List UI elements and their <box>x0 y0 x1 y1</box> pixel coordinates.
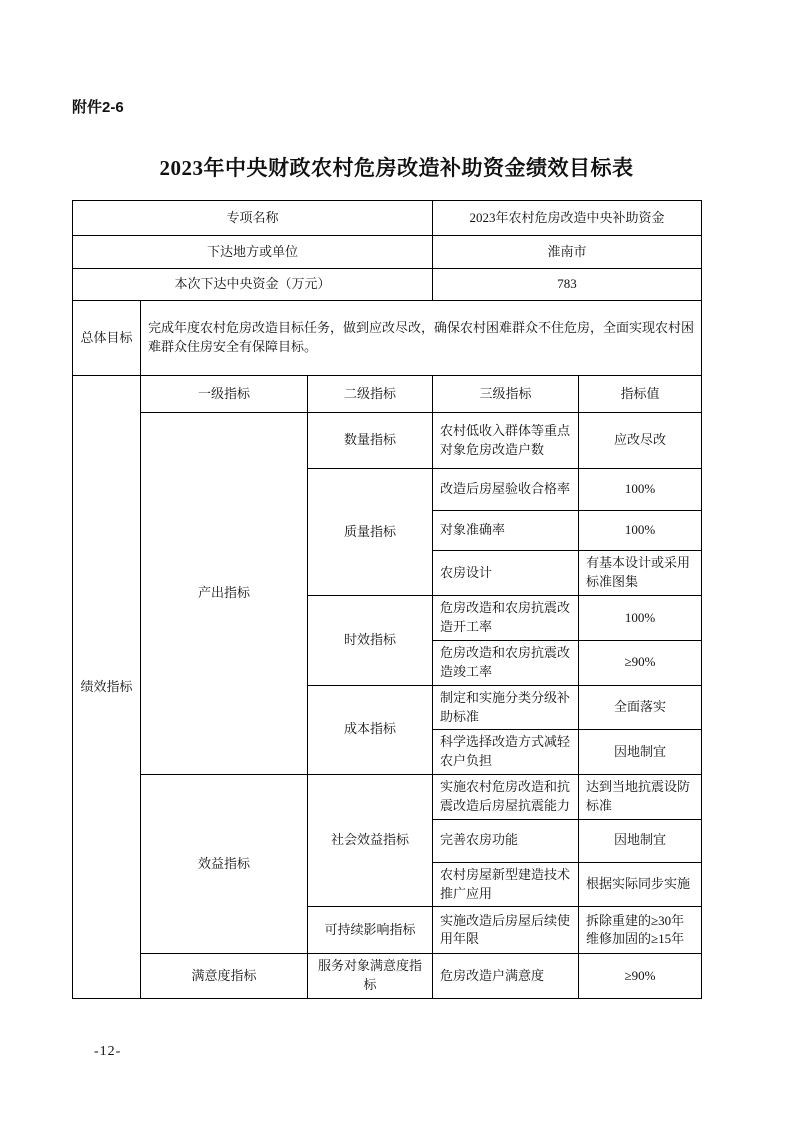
field-label: 下达地方或单位 <box>73 236 433 269</box>
field-value: 淮南市 <box>433 236 702 269</box>
table-row <box>73 301 702 376</box>
table-container <box>72 200 701 999</box>
field-value: 2023年农村危房改造中央补助资金 <box>433 201 702 236</box>
level2-indicator-cell: 时效指标 <box>308 596 433 686</box>
column-header-value: 指标值 <box>579 376 702 413</box>
column-header-level1: 一级指标 <box>141 376 308 413</box>
indicator-value-cell: ≥90% <box>579 641 702 686</box>
table-row <box>73 236 702 269</box>
level3-indicator-cell: 对象准确率 <box>433 511 579 551</box>
indicator-value-cell: 因地制宜 <box>579 819 702 862</box>
indicator-value-cell: 100% <box>579 469 702 511</box>
attachment-label: 附件2-6 <box>72 99 124 116</box>
field-label: 专项名称 <box>73 201 433 236</box>
page-number: -12- <box>94 1044 122 1059</box>
overall-goal-text: 完成年度农村危房改造目标任务，做到应改尽改，确保农村困难群众不住危房，全面实现农村困难群众住房安全有保障目标。 <box>141 301 702 376</box>
level1-indicator-cell: 满意度指标 <box>141 954 308 999</box>
level3-indicator-cell: 农村房屋新型建造技术推广应用 <box>433 862 579 907</box>
level1-indicator-cell: 产出指标 <box>141 413 308 775</box>
level2-indicator-cell: 服务对象满意度指标 <box>308 954 433 999</box>
indicator-value-cell: 100% <box>579 511 702 551</box>
level3-indicator-cell: 农房设计 <box>433 551 579 596</box>
table-row <box>73 201 702 236</box>
page-title: 2023年中央财政农村危房改造补助资金绩效目标表 <box>159 156 634 180</box>
level3-indicator-cell: 完善农房功能 <box>433 819 579 862</box>
level3-indicator-cell: 危房改造户满意度 <box>433 954 579 999</box>
level3-indicator-cell: 制定和实施分类分级补助标准 <box>433 685 579 730</box>
field-value: 783 <box>433 269 702 301</box>
level3-indicator-cell: 改造后房屋验收合格率 <box>433 469 579 511</box>
indicator-value-cell: 100% <box>579 596 702 641</box>
section-label-performance: 绩效指标 <box>73 376 141 999</box>
level2-indicator-cell: 数量指标 <box>308 413 433 469</box>
level2-indicator-cell: 可持续影响指标 <box>308 907 433 954</box>
level3-indicator-cell: 农村低收入群体等重点对象危房改造户数 <box>433 413 579 469</box>
table-row <box>73 376 702 413</box>
column-header-level2: 二级指标 <box>308 376 433 413</box>
indicator-value-cell: 拆除重建的≥30年 维修加固的≥15年 <box>579 907 702 954</box>
level3-indicator-cell: 危房改造和农房抗震改造开工率 <box>433 596 579 641</box>
table-row <box>73 954 702 999</box>
level3-indicator-cell: 实施农村危房改造和抗震改造后房屋抗震能力 <box>433 775 579 820</box>
indicator-value-cell: 应改尽改 <box>579 413 702 469</box>
level3-indicator-cell: 科学选择改造方式减轻农户负担 <box>433 730 579 775</box>
level1-indicator-cell: 效益指标 <box>141 775 308 954</box>
table-row <box>73 413 702 469</box>
indicator-value-cell: 有基本设计或采用标准图集 <box>579 551 702 596</box>
overall-goal-label: 总体目标 <box>73 301 141 376</box>
table-row <box>73 775 702 820</box>
column-header-level3: 三级指标 <box>433 376 579 413</box>
indicator-value-cell: ≥90% <box>579 954 702 999</box>
level3-indicator-cell: 实施改造后房屋后续使用年限 <box>433 907 579 954</box>
level2-indicator-cell: 质量指标 <box>308 469 433 596</box>
performance-target-table <box>72 200 702 999</box>
level2-indicator-cell: 成本指标 <box>308 685 433 774</box>
indicator-value-cell: 根据实际同步实施 <box>579 862 702 907</box>
indicator-value-cell: 全面落实 <box>579 685 702 730</box>
indicator-value-cell: 达到当地抗震设防标准 <box>579 775 702 820</box>
field-label: 本次下达中央资金（万元） <box>73 269 433 301</box>
table-row <box>73 269 702 301</box>
level3-indicator-cell: 危房改造和农房抗震改造竣工率 <box>433 641 579 686</box>
level2-indicator-cell: 社会效益指标 <box>308 775 433 907</box>
indicator-value-cell: 因地制宜 <box>579 730 702 775</box>
